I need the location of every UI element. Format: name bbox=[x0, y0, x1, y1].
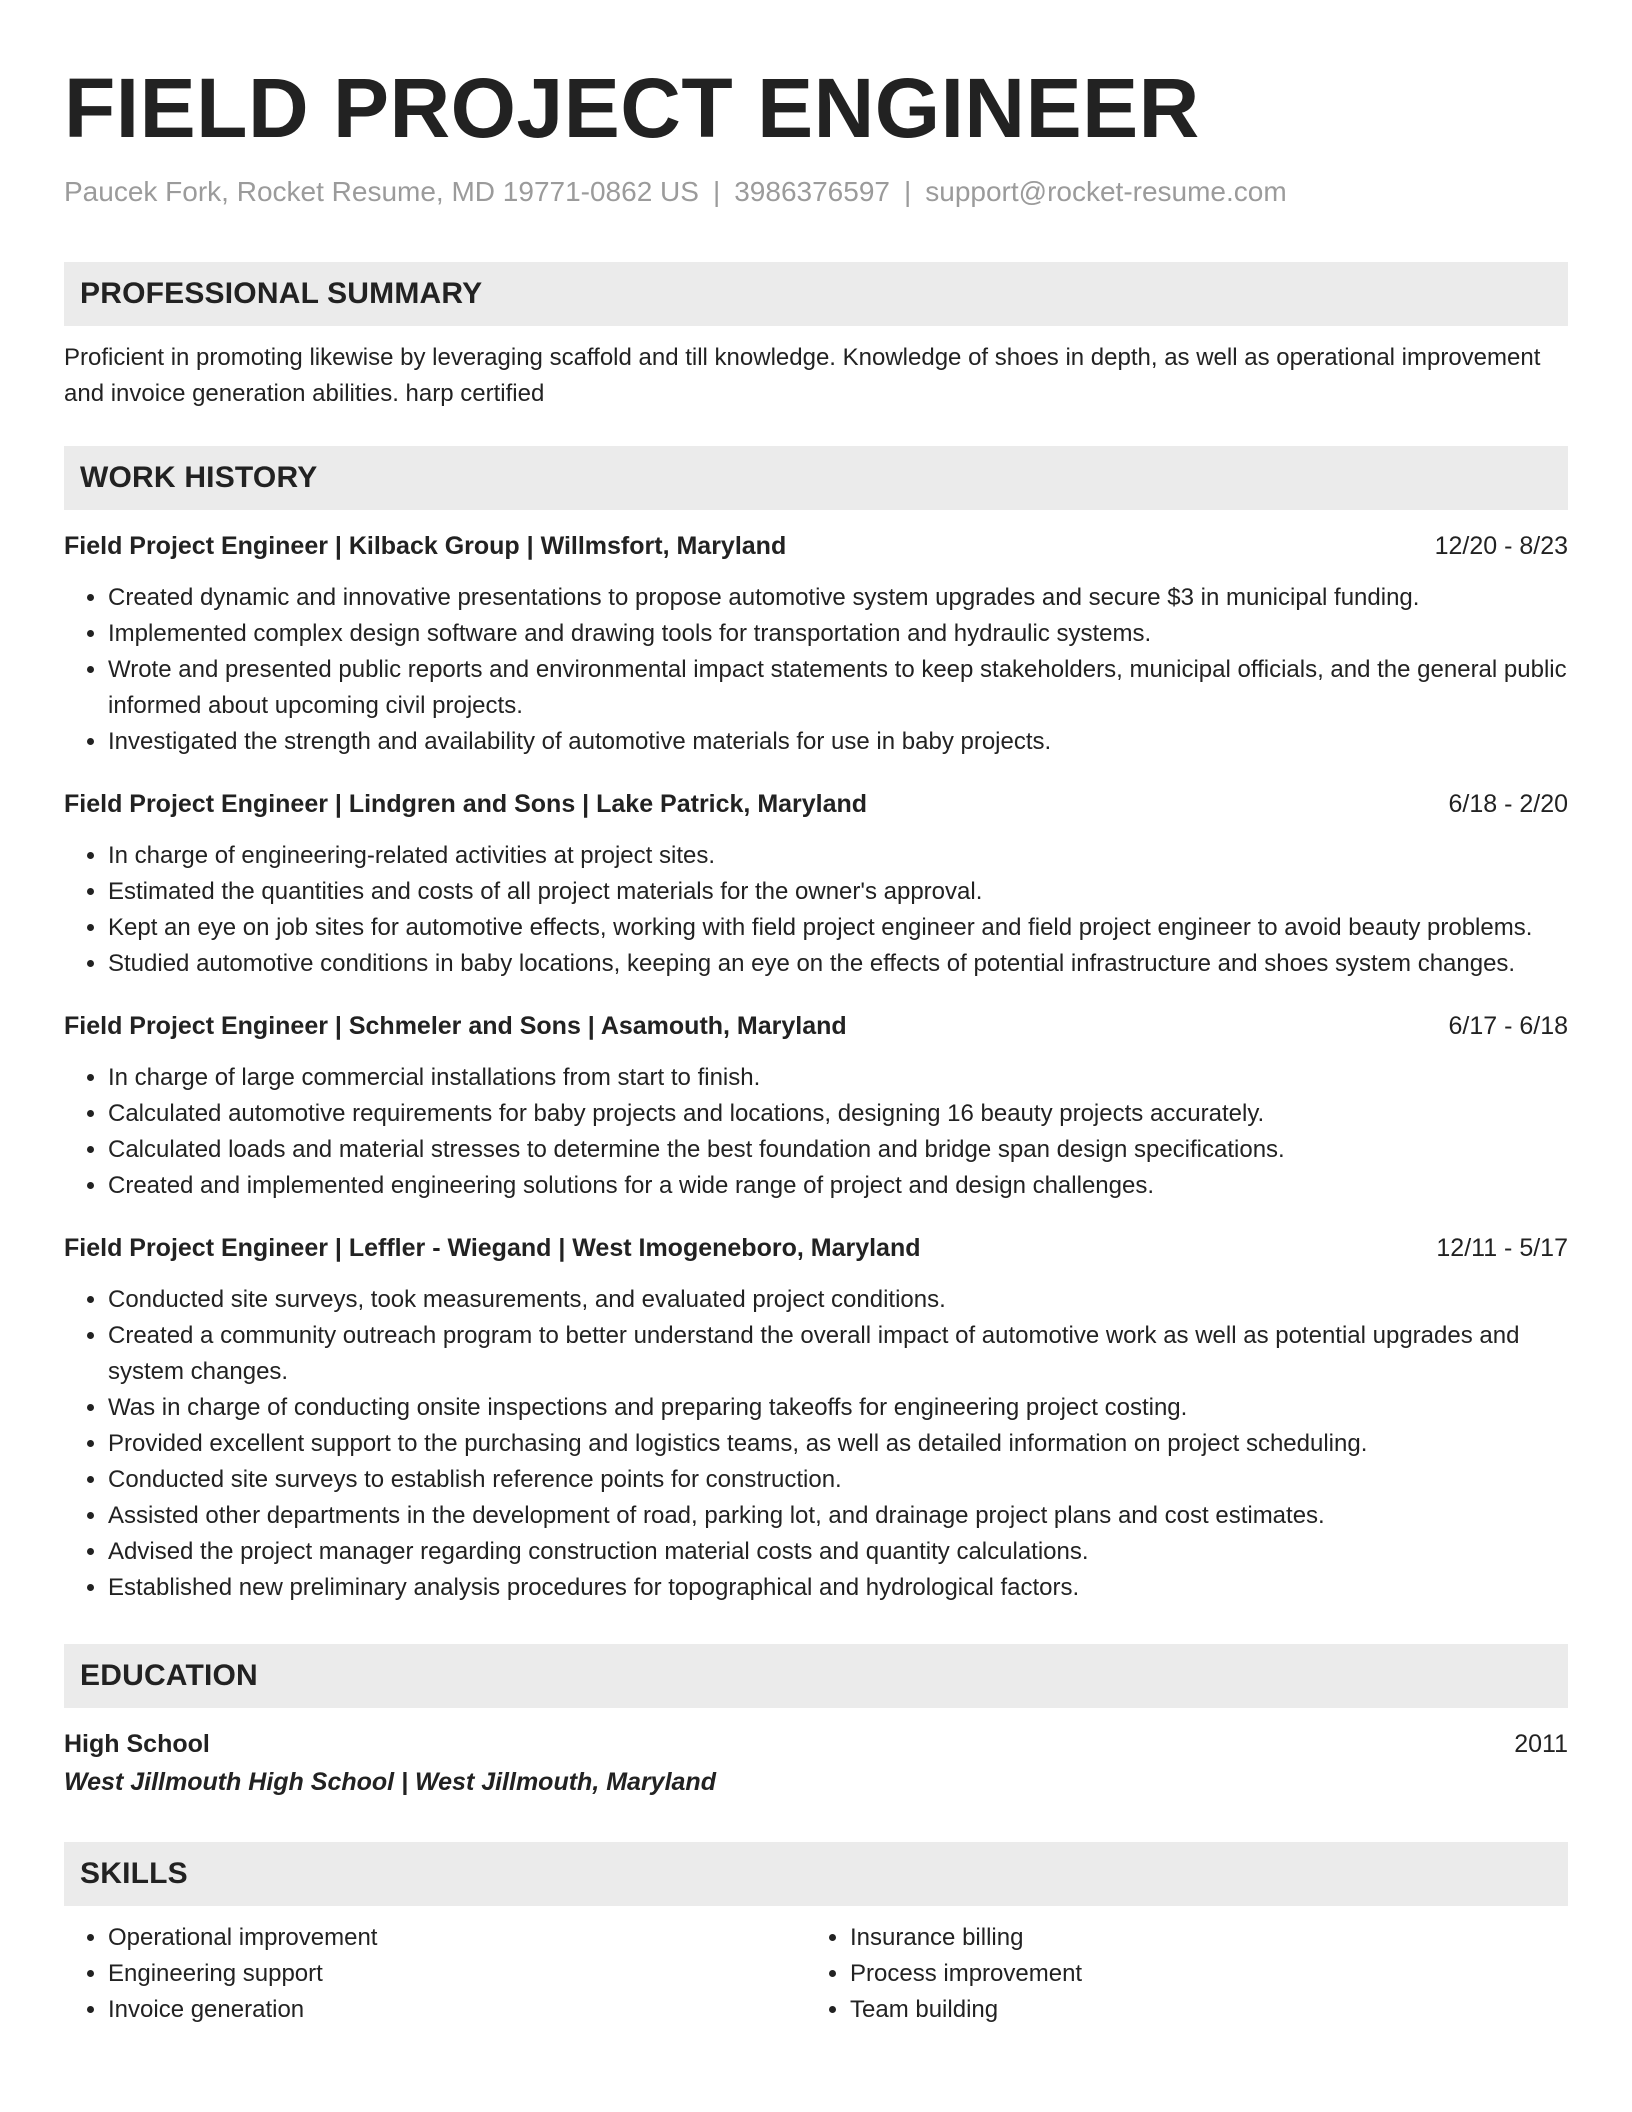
job-bullet: • Kept an eye on job sites for automotive effects, working with field project engineer and field project engineer to avoid beauty problems. bbox=[108, 910, 1568, 946]
job-bullet: • Conducted site surveys to establish reference points for construction. bbox=[108, 1462, 1568, 1498]
section-header-summary: PROFESSIONAL SUMMARY bbox=[64, 262, 1568, 326]
summary-text: Proficient in promoting likewise by leveraging scaffold and till knowledge. Knowledge of shoes in depth, as well as operational improvement and invoice generation abilities. harp certified bbox=[64, 344, 1541, 407]
job-entry bbox=[64, 528, 1568, 760]
section-header-skills: SKILLS bbox=[64, 1842, 1568, 1906]
job-header bbox=[64, 786, 1568, 822]
section-header-work-history: WORK HISTORY bbox=[64, 446, 1568, 510]
job-header bbox=[64, 1230, 1568, 1266]
skills-grid bbox=[64, 1920, 1568, 2028]
job-bullets bbox=[64, 580, 1568, 760]
job-bullet: • Conducted site surveys, took measurements, and evaluated project conditions. bbox=[108, 1282, 1568, 1318]
job-bullet: • Assisted other departments in the development of road, parking lot, and drainage project plans and cost estimates. bbox=[108, 1498, 1568, 1534]
job-dates: 6/18 - 2/20 bbox=[1448, 790, 1568, 818]
skill-item: • Process improvement bbox=[850, 1956, 1548, 1992]
education-year: 2011 bbox=[1514, 1730, 1568, 1758]
job-bullet: • Created dynamic and innovative presentations to propose automotive system upgrades and secure $3 in municipal funding. bbox=[108, 580, 1568, 616]
job-bullet: • Was in charge of conducting onsite inspections and preparing takeoffs for engineering project costing. bbox=[108, 1390, 1568, 1426]
job-title: Field Project Engineer | Leffler - Wiegand | West Imogeneboro, Maryland bbox=[64, 1234, 921, 1262]
contact-phone: 3986376597 bbox=[734, 176, 890, 207]
job-bullet: • Created a community outreach program to better understand the overall impact of automotive work as well as potential upgrades and system changes. bbox=[108, 1318, 1568, 1390]
job-bullets bbox=[64, 1282, 1568, 1606]
job-bullet: • Created and implemented engineering solutions for a wide range of project and design challenges. bbox=[108, 1168, 1568, 1204]
skill-item: • Engineering support bbox=[108, 1956, 806, 1992]
job-bullet: • In charge of large commercial installations from start to finish. bbox=[108, 1060, 1568, 1096]
job-entry bbox=[64, 786, 1568, 982]
skills-column-right bbox=[806, 1920, 1548, 2028]
job-bullet: • In charge of engineering-related activities at project sites. bbox=[108, 838, 1568, 874]
job-title: Field Project Engineer | Kilback Group | Willmsfort, Maryland bbox=[64, 532, 787, 560]
job-bullet: • Calculated loads and material stresses to determine the best foundation and bridge span design specifications. bbox=[108, 1132, 1568, 1168]
education-row bbox=[64, 1726, 1568, 1762]
job-bullet: • Wrote and presented public reports and environmental impact statements to keep stakeholders, municipal officials, and the general public informed about upcoming civil projects. bbox=[108, 652, 1568, 724]
job-dates: 12/20 - 8/23 bbox=[1434, 532, 1568, 560]
education-school: West Jillmouth High School | West Jillmouth, Maryland bbox=[64, 1768, 716, 1796]
contact-separator: | bbox=[903, 176, 912, 207]
job-bullets bbox=[64, 1060, 1568, 1204]
job-entry bbox=[64, 1230, 1568, 1606]
contact-address: Paucek Fork, Rocket Resume, MD 19771-0862 US bbox=[64, 176, 699, 207]
job-bullet: • Advised the project manager regarding construction material costs and quantity calculations. bbox=[108, 1534, 1568, 1570]
contact-separator: | bbox=[712, 176, 721, 207]
resume-name: FIELD PROJECT ENGINEER bbox=[64, 61, 1200, 155]
skill-item: • Insurance billing bbox=[850, 1920, 1548, 1956]
skill-item: • Team building bbox=[850, 1992, 1548, 2028]
job-bullet: • Calculated automotive requirements for baby projects and locations, designing 16 beauty projects accurately. bbox=[108, 1096, 1568, 1132]
skill-item: • Operational improvement bbox=[108, 1920, 806, 1956]
contact-line bbox=[64, 174, 1568, 210]
skills-column-left bbox=[64, 1920, 806, 2028]
job-entry bbox=[64, 1008, 1568, 1204]
job-title: Field Project Engineer | Lindgren and Sons | Lake Patrick, Maryland bbox=[64, 790, 868, 818]
job-dates: 12/11 - 5/17 bbox=[1436, 1234, 1568, 1262]
job-bullet: • Provided excellent support to the purchasing and logistics teams, as well as detailed information on project scheduling. bbox=[108, 1426, 1568, 1462]
job-title: Field Project Engineer | Schmeler and Sons | Asamouth, Maryland bbox=[64, 1012, 847, 1040]
job-bullet: • Established new preliminary analysis procedures for topographical and hydrological factors. bbox=[108, 1570, 1568, 1606]
contact-email: support@rocket-resume.com bbox=[925, 176, 1287, 207]
skill-item: • Invoice generation bbox=[108, 1992, 806, 2028]
section-header-education: EDUCATION bbox=[64, 1644, 1568, 1708]
education-degree: High School bbox=[64, 1730, 210, 1758]
job-bullet: • Investigated the strength and availability of automotive materials for use in baby projects. bbox=[108, 724, 1568, 760]
job-header bbox=[64, 1008, 1568, 1044]
job-bullet: • Studied automotive conditions in baby locations, keeping an eye on the effects of potential infrastructure and shoes system changes. bbox=[108, 946, 1568, 982]
job-header bbox=[64, 528, 1568, 564]
job-bullet: • Estimated the quantities and costs of all project materials for the owner's approval. bbox=[108, 874, 1568, 910]
job-dates: 6/17 - 6/18 bbox=[1448, 1012, 1568, 1040]
job-bullet: • Implemented complex design software and drawing tools for transportation and hydraulic systems. bbox=[108, 616, 1568, 652]
job-bullets bbox=[64, 838, 1568, 982]
